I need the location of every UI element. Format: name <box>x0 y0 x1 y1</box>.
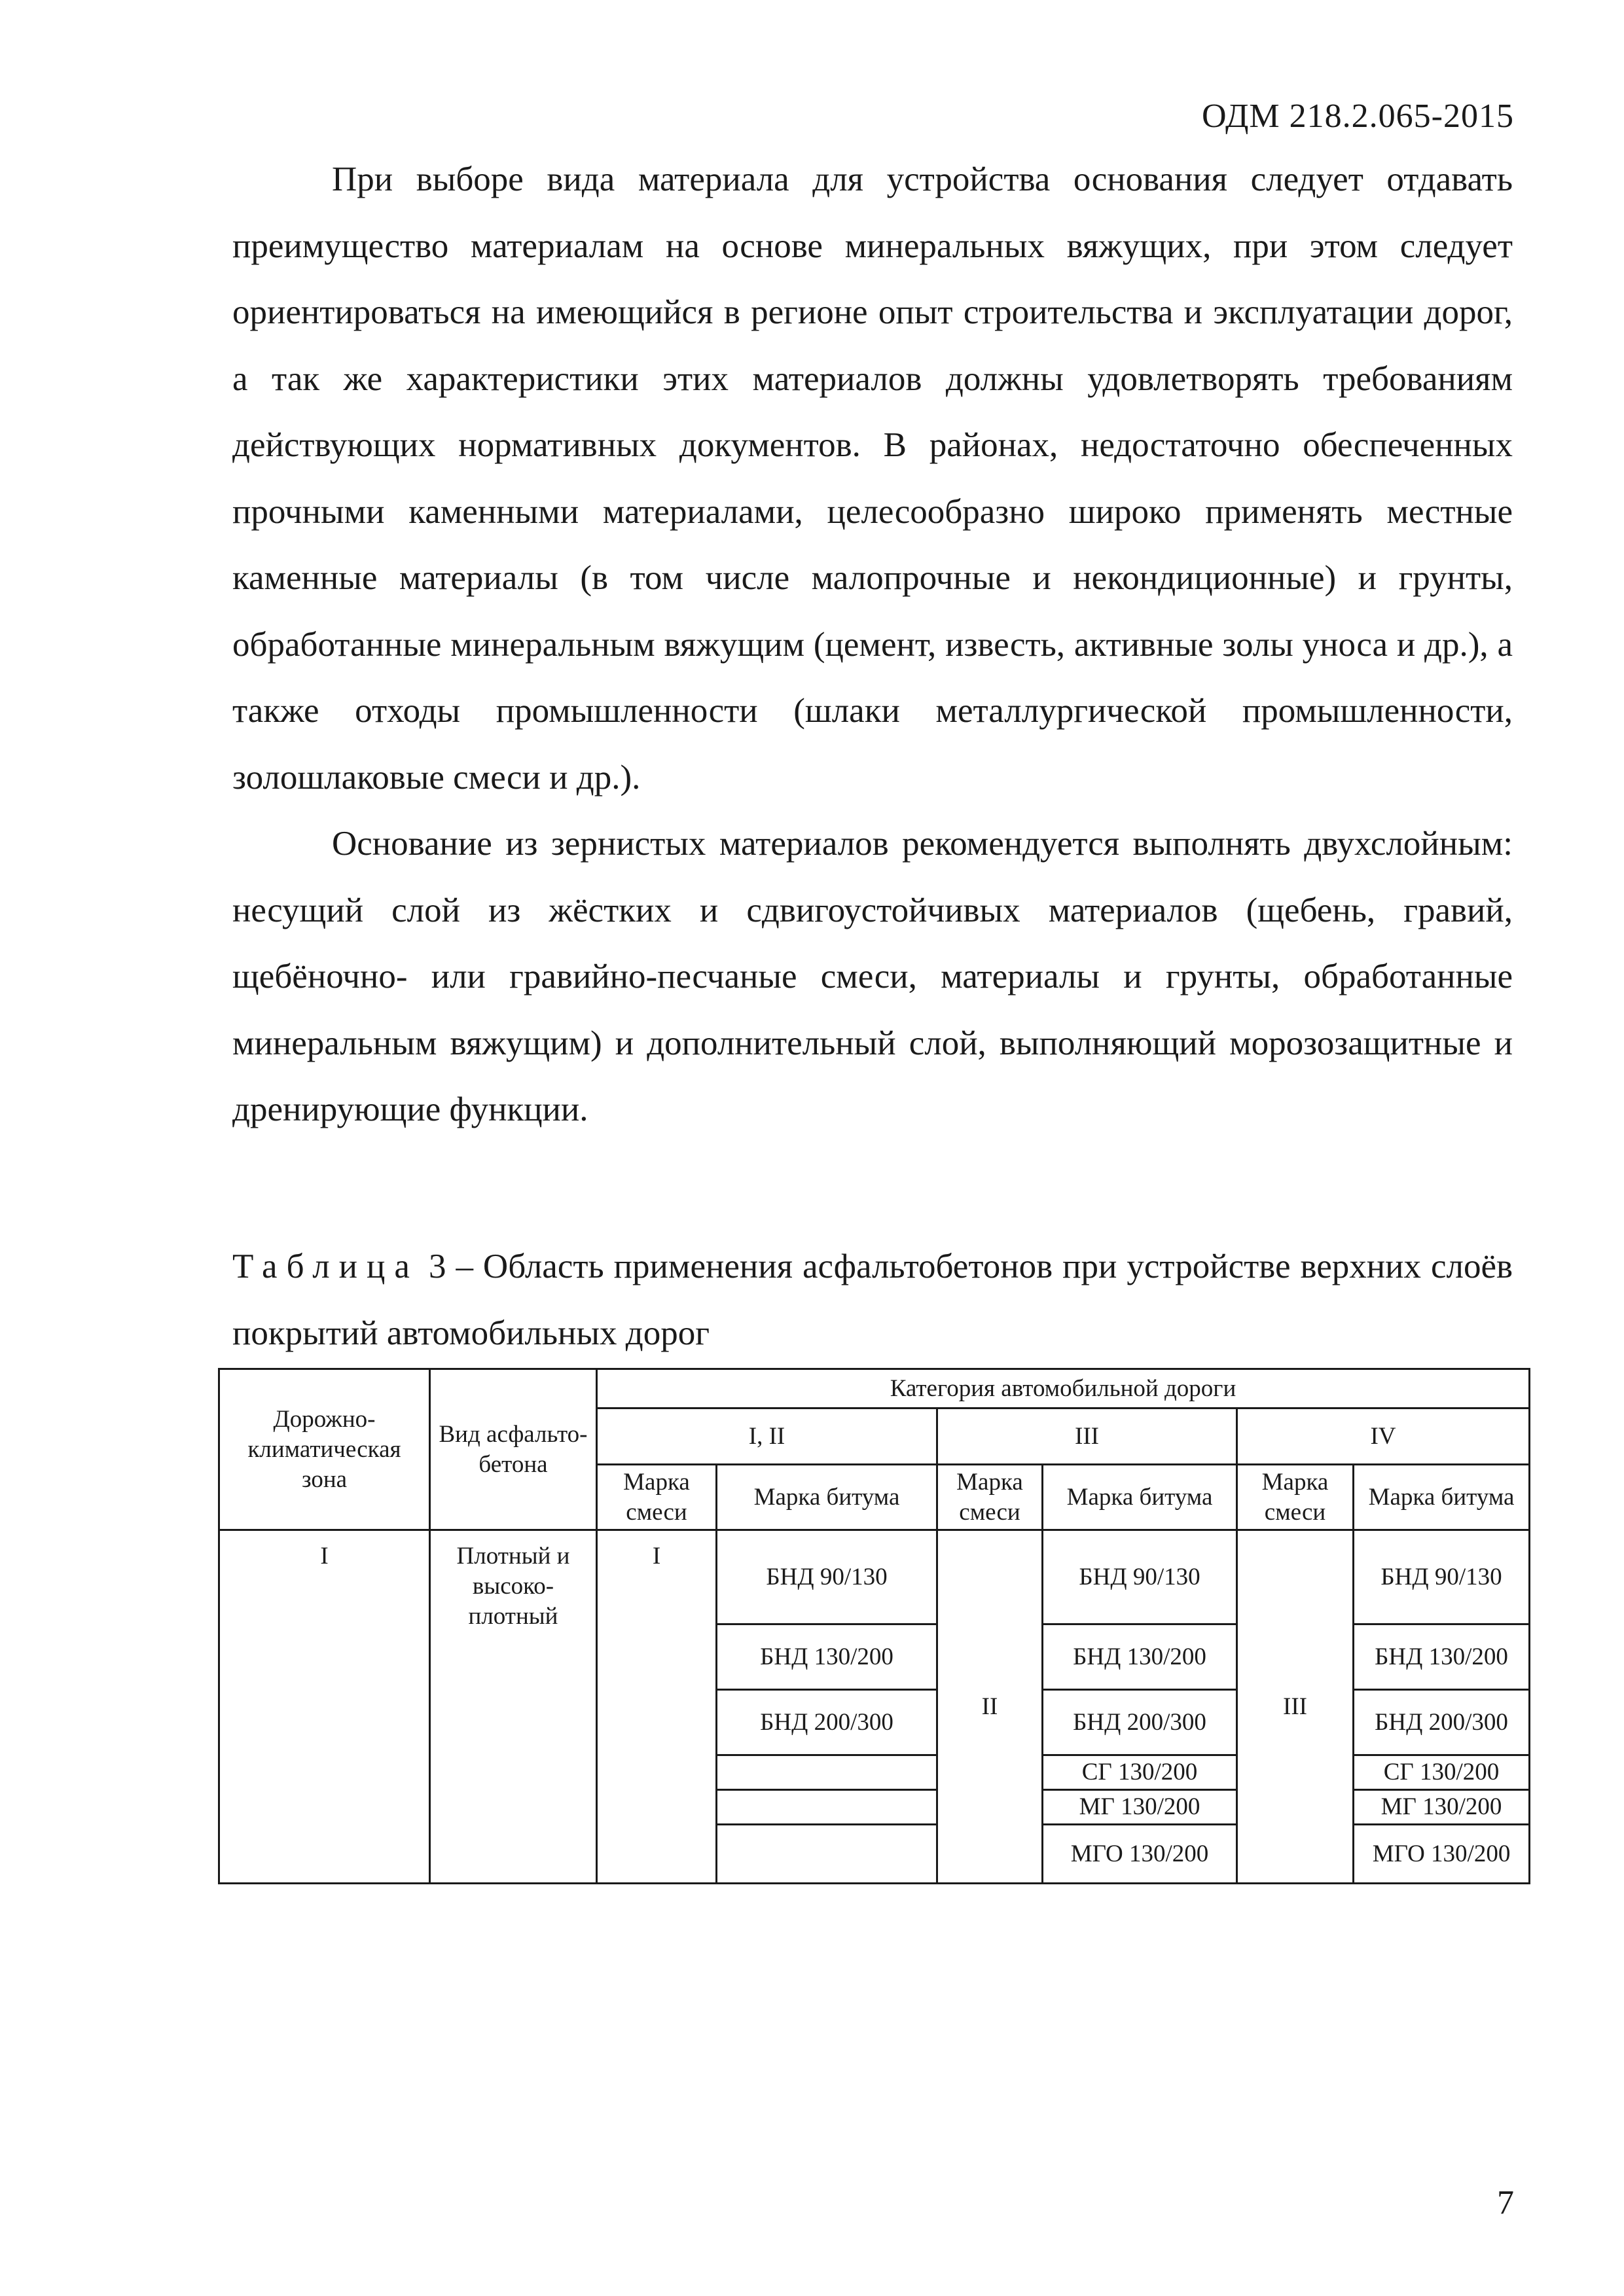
cell-bitumen-4: СГ 130/200 <box>1354 1755 1530 1790</box>
header-mix-grade: Марка смеси <box>597 1465 717 1530</box>
header-road-category: Категория автомобильной дороги <box>597 1369 1530 1408</box>
cell-mix-grade-4: III <box>1237 1530 1354 1884</box>
page-number: 7 <box>1497 2184 1514 2221</box>
cell-bitumen-1-2 <box>717 1755 937 1790</box>
document-code: ОДМ 218.2.065-2015 <box>1202 98 1514 135</box>
table-caption <box>232 1234 1513 1367</box>
cell-bitumen-1-2: БНД 130/200 <box>717 1624 937 1690</box>
header-mix-grade: Марка смеси <box>937 1465 1043 1530</box>
header-bitumen-grade: Марка битума <box>1354 1465 1530 1530</box>
header-bitumen-grade: Марка битума <box>717 1465 937 1530</box>
cell-bitumen-4: БНД 200/300 <box>1354 1690 1530 1755</box>
paragraph-base-materials: При выборе вида материала для устройства основания следует отдавать преимущество материалам на основе минеральных вяжущих, при этом следует ориентироваться на имеющийся в регионе опыт строительства и эксплуатации дорог, а так же характеристики этих материалов должны удовлетворять требованиям действующих нормативных документов. В районах, недостаточно обеспеченных прочными каменными материалами, целесообразно широко применять местные каменные материалы (в том числе малопрочные и некондиционные) и грунты, обработанные минеральным вяжущим (цемент, известь, активные золы уноса и др.), а также отходы промышленности (шлаки металлургической промышленности, золошлаковые смеси и др.). <box>232 160 1513 797</box>
header-category-3: III <box>937 1408 1237 1465</box>
cell-bitumen-3: МГ 130/200 <box>1043 1790 1237 1825</box>
table-caption-label: Таблица <box>232 1247 419 1285</box>
header-bitumen-grade: Марка битума <box>1043 1465 1237 1530</box>
cell-bitumen-3: СГ 130/200 <box>1043 1755 1237 1790</box>
header-category-4: IV <box>1237 1408 1530 1465</box>
cell-bitumen-3: БНД 90/130 <box>1043 1530 1237 1624</box>
cell-bitumen-4: БНД 90/130 <box>1354 1530 1530 1624</box>
header-zone: Дорожно-климатическая зона <box>219 1369 430 1530</box>
cell-bitumen-3: МГО 130/200 <box>1043 1825 1237 1884</box>
cell-concrete-type: Плотный и высоко-плотный <box>430 1530 597 1884</box>
cell-bitumen-4: МГ 130/200 <box>1354 1790 1530 1825</box>
cell-zone: I <box>219 1530 430 1884</box>
cell-bitumen-1-2 <box>717 1790 937 1825</box>
cell-bitumen-3: БНД 130/200 <box>1043 1624 1237 1690</box>
cell-bitumen-3: БНД 200/300 <box>1043 1690 1237 1755</box>
header-concrete-type: Вид асфальто-бетона <box>430 1369 597 1530</box>
cell-bitumen-1-2: БНД 200/300 <box>717 1690 937 1755</box>
cell-bitumen-1-2 <box>717 1825 937 1884</box>
table-grid <box>218 1368 1530 1884</box>
table-caption-text: – Область применения асфальтобетонов при устройстве верхних слоёв покрытий автомобильных дорог <box>232 1247 1513 1352</box>
cell-mix-grade-1-2: I <box>597 1530 717 1884</box>
header-mix-grade: Марка смеси <box>1237 1465 1354 1530</box>
paragraph-granular-base: Основание из зернистых материалов рекомендуется выполнять двухслойным: несущий слой из жёстких и сдвигоустойчивых материалов (щебень, гравий, щебёночно- или гравийно-песчаные смеси, материалы и грунты, обработанные минеральным вяжущим) и дополнительный слой, выполняющий морозозащитные и дренирующие функции. <box>232 825 1513 1128</box>
cell-bitumen-1-2: БНД 90/130 <box>717 1530 937 1624</box>
asphalt-application-table <box>218 1368 1528 1884</box>
cell-bitumen-4: МГО 130/200 <box>1354 1825 1530 1884</box>
body-text <box>232 147 1513 1143</box>
cell-mix-grade-3: II <box>937 1530 1043 1884</box>
cell-bitumen-4: БНД 130/200 <box>1354 1624 1530 1690</box>
table-caption-number: 3 <box>428 1247 446 1285</box>
header-category-1-2: I, II <box>597 1408 937 1465</box>
